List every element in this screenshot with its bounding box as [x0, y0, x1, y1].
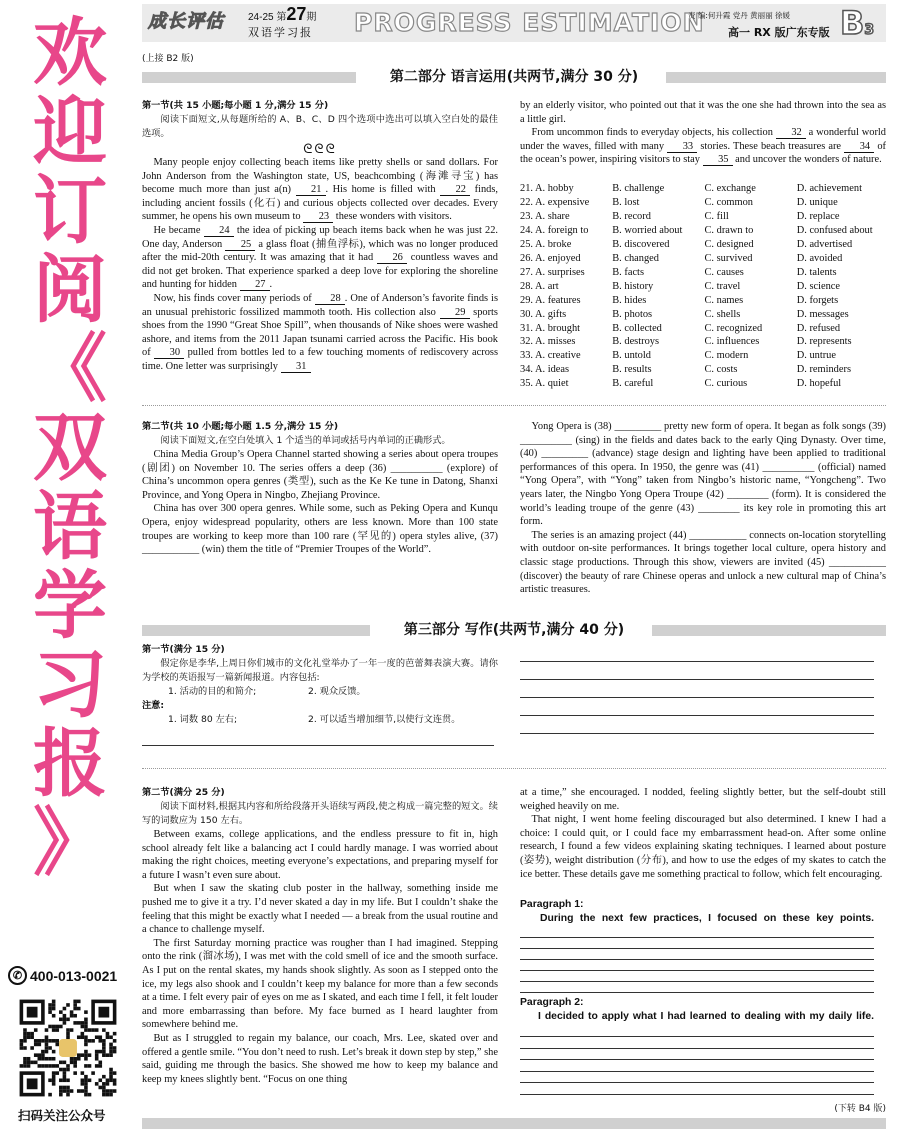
grammar-paragraph: China Media Group’s Opera Channel started showing a series about opera troupes (剧团) on November 10. The series offers a deep (36) __________ (explore) of China’s uncommon opera genres (类型), such as the Ke Ke tune in Datong, Shanxi Province, and Yong Opera in Ningbo, Zhejiang Province.	[142, 449, 498, 501]
option: 35. A. quiet	[520, 378, 569, 390]
blank-number: 27	[240, 279, 270, 291]
part3-title: 第三部分 写作(共两节,满分 40 分)	[403, 622, 625, 638]
option-row	[520, 224, 886, 238]
blank-number: 31	[281, 361, 311, 373]
column-logo: 成长评估	[148, 11, 224, 32]
answer-line[interactable]	[520, 1071, 874, 1072]
option-row	[520, 322, 886, 336]
banner-char: 《	[33, 326, 107, 412]
sec3-prompt: 假定你是李华,上周日你们城市的文化礼堂举办了一年一度的芭蕾舞表演大赛。请你为学校的英语报写一篇新闻报道。内容包括:	[142, 658, 498, 683]
option-row	[520, 363, 886, 377]
cloze-paragraph: Now, his finds cover many periods of 28 . One of Anderson’s favorite finds is an unusual prehistoric fossilized mammoth tooth. His collection also 29 sports shoes from the 1990 “Great Shoe Spill”, when thousands of Nike shoes were washed ashore, and items from the 2011 Japan tsunami carried across the Pacific. His book of 30 pulled from bottles led to a few touching moments of rediscovery across time. One letter was surprisingly 31	[142, 292, 498, 372]
issue-no: 27	[286, 4, 307, 24]
option: C. curious	[704, 378, 748, 390]
scan-caption: 扫码关注公众号	[18, 1108, 106, 1123]
option: D. refused	[796, 322, 841, 334]
answer-line[interactable]	[520, 970, 874, 971]
answer-line[interactable]	[520, 697, 874, 698]
ornament: ᘓᘓᘓ	[303, 141, 337, 156]
option-row	[520, 280, 886, 294]
page-main	[142, 0, 886, 1129]
option: D. talents	[796, 266, 837, 278]
grammar-paragraph: The series is an amazing project (44) ___________ connects on-location storytelling with outdoor on-site performances. It brings together local culture, opera history and classic stage productions. Through this show, viewers are invited (45) ___________ (discover) the beauty of rare Chinese operas and unlock a new cultural map of China’s artistic treasures.	[520, 529, 886, 596]
sec3-note: 2. 可以适当增加细节,以使行文连贯。	[308, 714, 461, 725]
option: C. influences	[704, 336, 760, 348]
option: B. hides	[612, 294, 647, 306]
banner-char: 双	[33, 405, 107, 491]
hotline	[8, 966, 117, 985]
part2-title: 第二部分 语言运用(共两节,满分 30 分)	[389, 69, 639, 85]
option: D. messages	[796, 308, 849, 320]
option: C. common	[704, 196, 753, 208]
blank-number: 22	[440, 184, 470, 196]
answer-line[interactable]	[520, 1036, 874, 1037]
sec3-note: 1. 词数 80 左右;	[168, 714, 238, 725]
option: B. careful	[612, 378, 654, 390]
answer-line[interactable]	[520, 1094, 874, 1095]
grammar-paragraph: Yong Opera is (38) _________ pretty new form of opera. It began as folk songs (39) __________ (sing) in the fields and dates back to the early Qing Dynasty. Over time, (40) _________ (advance) stage design and lighting have been applied to traditional performances of this opera. In 1950, the genre was (41) __________ (official) named “Yong Opera”, with “Yong” taken from Ningbo’s historic name, “Yongcheng”. Two years later, the Ningbo Yong Opera Troupe (42) ________ (form). It is considered the world’s leading troupe of the genre (43) ________ its key role in promoting this art form.	[520, 421, 886, 528]
part2-header	[142, 68, 886, 87]
option-row	[520, 210, 886, 224]
answer-line[interactable]	[520, 679, 874, 680]
cloze-paragraph: Many people enjoy collecting beach items like pretty shells or sand dollars. For John Anderson from the Washington state, US, beachcombing (海滩寻宝) has become much more than just a(n) 21 . His home is filled with 22 finds, including ancient fossils (化石) and curious objects collected over decades. Every summer, he opens his own museum to 23 these wonders with visitors.	[142, 157, 498, 223]
answer-line[interactable]	[520, 937, 874, 938]
option: B. challenge	[612, 183, 665, 194]
blank-number: 32	[776, 127, 806, 139]
divider	[142, 768, 886, 769]
option: C. drawn to	[704, 224, 754, 236]
option: C. designed	[704, 238, 754, 250]
option: B. history	[612, 280, 654, 292]
banner-char: 学	[33, 563, 107, 649]
option: C. recognized	[704, 322, 763, 334]
story-paragraph: at a time,” she encouraged. I nodded, feeling slightly better, but the self-doubt still weighed heavily on me.	[520, 787, 886, 812]
banner-char: 习	[33, 642, 107, 728]
option: B. lost	[612, 196, 640, 208]
answer-line[interactable]	[520, 959, 874, 960]
answer-line[interactable]	[520, 992, 874, 993]
answer-line[interactable]	[520, 981, 874, 982]
blank-number: 33	[667, 141, 697, 153]
banner-char: 》	[33, 800, 107, 886]
blank-number: 24	[204, 225, 234, 237]
answer-line[interactable]	[520, 948, 874, 949]
issue-prefix: 24-25 第	[248, 12, 287, 23]
cloze-options	[520, 182, 886, 391]
option-row	[520, 335, 886, 349]
continuation-passage-left	[142, 786, 498, 1086]
option: D. reminders	[796, 364, 851, 376]
story-paragraph: Between exams, college applications, and the endless pressure to fit in, high school already felt like a balancing act I could hardly manage. I was worried about making the right choices, meeting everyone’s expectations, and preparing myself for a future I wasn’t even sure about.	[142, 829, 498, 881]
option: C. modern	[704, 350, 749, 362]
option: C. exchange	[704, 183, 756, 194]
banner-char: 迎	[33, 89, 107, 175]
option: 30. A. gifts	[520, 308, 567, 320]
option-row	[520, 182, 886, 196]
continuation-passage-right	[520, 786, 886, 881]
option-row	[520, 196, 886, 210]
option: D. unique	[796, 196, 838, 208]
page-letter: B	[840, 4, 865, 42]
grammar-paragraph: China has over 300 opera genres. While some, such as Peking Opera and Kunqu Opera, enjoy widespread popularity, others are less known. More than 100 state troupes are working to keep more than 100 rare (罕见的) opera styles alive, (37) ___________ (win) them the title of “Premier Troupes of the World”.	[142, 503, 498, 556]
option: 21. A. hobby	[520, 183, 574, 194]
option: B. results	[612, 364, 652, 376]
subscription-sidebar	[0, 0, 138, 1129]
note-label: 注意:	[142, 700, 165, 711]
page-number: 3	[864, 22, 875, 38]
grammar-passage-left	[142, 420, 498, 557]
option: D. replace	[796, 210, 840, 222]
blank-number: 34	[844, 141, 874, 153]
sec3-notes	[142, 713, 498, 727]
option: B. changed	[612, 252, 659, 264]
banner-char: 语	[33, 484, 107, 570]
answer-line[interactable]	[520, 1048, 874, 1049]
story-paragraph: The first Saturday morning practice was rougher than I had imagined. Stepping onto the rink (溜冰场), I was met with the cold smell of ice and the smooth surface. As I put on the rental skates, my hands shook slightly. As soon as I stepped onto the ice, my legs also shook and I couldn’t keep my balance for more than a few seconds at a time. I felt every pair of eyes on me as I skated, and each time I fell, it felt louder and more embarrassing than before. My face burned as I heard laughter from somewhere behind me.	[142, 937, 498, 1031]
story-paragraph: But when I saw the skating club poster in the hallway, something inside me pushed me to give it a try. I’d never skated a day in my life. But I couldn’t shake the feeling that this might be exactly what I needed — a break from the usual routine and a chance to challenge myself.	[142, 883, 498, 936]
sec4-heading: 第二节(满分 25 分)	[142, 787, 225, 798]
option: C. causes	[704, 266, 744, 278]
option: C. fill	[704, 210, 729, 222]
answer-line[interactable]	[520, 661, 874, 662]
option: 33. A. creative	[520, 350, 581, 362]
option: C. shells	[704, 308, 741, 320]
option: B. facts	[612, 266, 644, 278]
issue-number	[248, 4, 317, 25]
cloze-passage-left	[142, 99, 498, 374]
option: B. untold	[612, 350, 651, 362]
blank-number: 25	[225, 239, 255, 251]
option: D. untrue	[796, 350, 836, 362]
continued-to: (下转 B4 版)	[834, 1104, 886, 1114]
option: 34. A. ideas	[520, 364, 570, 376]
phone-icon: ✆	[8, 966, 27, 985]
banner-char: 欢	[33, 10, 107, 96]
sec1-instruction: 阅读下面短文,从每题所给的 A、B、C、D 四个选项中选出可以填入空白处的最佳选项。	[142, 114, 498, 139]
blank-number: 29	[440, 307, 470, 319]
option: 22. A. expensive	[520, 196, 590, 208]
option-row	[520, 252, 886, 266]
page-label	[840, 4, 874, 42]
blank-number: 35	[703, 154, 733, 166]
answer-line[interactable]	[520, 733, 874, 734]
option-row	[520, 349, 886, 363]
option: B. worried about	[612, 224, 683, 236]
banner-title: PROGRESS ESTIMATION	[354, 8, 705, 37]
answer-line[interactable]	[520, 1082, 874, 1083]
blank-number: 30	[154, 347, 184, 359]
option: 23. A. share	[520, 210, 570, 222]
option: D. forgets	[796, 294, 839, 306]
option: B. destroys	[612, 336, 660, 348]
option-row	[520, 294, 886, 308]
sec3-heading: 第一节(满分 15 分)	[142, 644, 225, 655]
sec2-heading: 第二节(共 10 小题;每小题 1.5 分,满分 15 分)	[142, 421, 339, 432]
cloze-paragraph: From uncommon finds to everyday objects, his collection 32 a wonderful world under the waves, filled with many 33 stories. These beach treasures are 34 of the ocean’s power, inspiring visitors to stay 35 and uncover the wonders of nature.	[520, 127, 886, 166]
option: D. advertised	[796, 238, 853, 250]
paragraph2-label: Paragraph 2:	[520, 997, 584, 1008]
answer-line[interactable]	[520, 1059, 874, 1060]
banner-char: 订	[33, 168, 107, 254]
qr-code-icon[interactable]	[16, 996, 120, 1100]
sec3-item: 1. 活动的目的和简介;	[168, 686, 257, 697]
option: 28. A. art	[520, 280, 559, 292]
option: C. names	[704, 294, 744, 306]
blank-number: 21	[296, 184, 326, 196]
cloze-passage-right	[520, 99, 886, 167]
option: C. survived	[704, 252, 753, 264]
option-row	[520, 308, 886, 322]
option: 25. A. broke	[520, 238, 572, 250]
option: B. collected	[612, 322, 662, 334]
editors: 责 编:何升霞 党丹 黄丽丽 徐媛	[688, 11, 791, 20]
option: D. represents	[796, 336, 852, 348]
option: B. discovered	[612, 238, 670, 250]
part3-header	[142, 621, 886, 640]
option-row	[520, 266, 886, 280]
answer-line[interactable]	[142, 745, 494, 746]
option: D. hopeful	[796, 378, 842, 390]
option: D. confused about	[796, 224, 873, 236]
phone-number: 400-013-0021	[30, 967, 118, 984]
banner-char: 报	[33, 721, 107, 807]
story-paragraph: That night, I went home feeling discouraged but also determined. I knew I had a choice: I could quit, or I could face my embarrassment head-on. After some online research, I found a few videos explaining skating techniques. I learned about posture (姿势), weight distribution (分布), and how to use the edges of my skates to catch the ice better. These details gave me something practical to follow, which felt encouraging.	[520, 814, 886, 880]
option: 29. A. features	[520, 294, 581, 306]
option: 26. A. enjoyed	[520, 252, 581, 264]
sec3-items	[142, 685, 498, 699]
sec3-item: 2. 观众反馈。	[308, 686, 366, 697]
answer-line[interactable]	[520, 715, 874, 716]
paper-name: 双语学习报	[248, 26, 313, 39]
option-row	[520, 238, 886, 252]
grammar-passage-right	[520, 420, 886, 597]
blank-number: 28	[315, 293, 345, 305]
option: 31. A. brought	[520, 322, 581, 334]
writing-task1	[142, 643, 498, 727]
edition-grade: 高一 RX 版广东专版	[728, 26, 830, 39]
option: 24. A. foreign to	[520, 224, 589, 236]
paragraph1-start: During the next few practices, I focused on these key points.	[540, 913, 874, 924]
option: C. costs	[704, 364, 738, 376]
blank-number: 23	[303, 211, 333, 223]
masthead	[142, 4, 886, 42]
paragraph1-label: Paragraph 1:	[520, 899, 584, 910]
option: D. achievement	[796, 183, 862, 194]
paragraph2-start: I decided to apply what I had learned to dealing with my daily life.	[538, 1011, 874, 1022]
option: B. photos	[612, 308, 653, 320]
footer-bar	[142, 1118, 886, 1129]
sec2-instruction: 阅读下面短文,在空白处填入 1 个适当的单词或括号内单词的正确形式。	[160, 435, 451, 446]
story-paragraph: But as I struggled to regain my balance, our coach, Mrs. Lee, skated over and offered a gentle smile. “You don’t need to rush. Let’s break it down step by step,” she said, guiding me through the basics. She showed me how to keep my balance and keep my knees slightly bent. “Focus on one thing	[142, 1032, 498, 1085]
banner-char: 阅	[33, 247, 107, 333]
option: 32. A. misses	[520, 336, 576, 348]
issue-suffix: 期	[306, 12, 317, 23]
sec1-heading: 第一节(共 15 小题;每小题 1 分,满分 15 分)	[142, 100, 329, 111]
divider	[142, 405, 886, 406]
sec4-instruction: 阅读下面材料,根据其内容和所给段落开头语续写两段,使之构成一篇完整的短文。续写的词数应为 150 左右。	[142, 801, 498, 826]
option: C. travel	[704, 280, 741, 292]
subscribe-banner	[22, 10, 118, 886]
cloze-paragraph: He became 24 the idea of picking up beach items back when he was just 22. One day, Anderson 25 a glass float (捕鱼浮标), which was no longer produced after the mid-20th century. It was amazing that it had 26 countless waves and did not get broken. That experience sparked a deep love for exploring the shoreline and hunting for hidden 27 .	[142, 224, 499, 291]
cloze-paragraph: by an elderly visitor, who pointed out that it was the one she had thrown into the sea as a little girl.	[520, 100, 886, 125]
blank-number: 26	[377, 252, 407, 264]
option-row	[520, 377, 886, 391]
option: D. avoided	[796, 252, 843, 264]
option: 27. A. surprises	[520, 266, 585, 278]
option: D. science	[796, 280, 841, 292]
continued-from: (上接 B2 版)	[142, 54, 194, 64]
option: B. record	[612, 210, 651, 222]
